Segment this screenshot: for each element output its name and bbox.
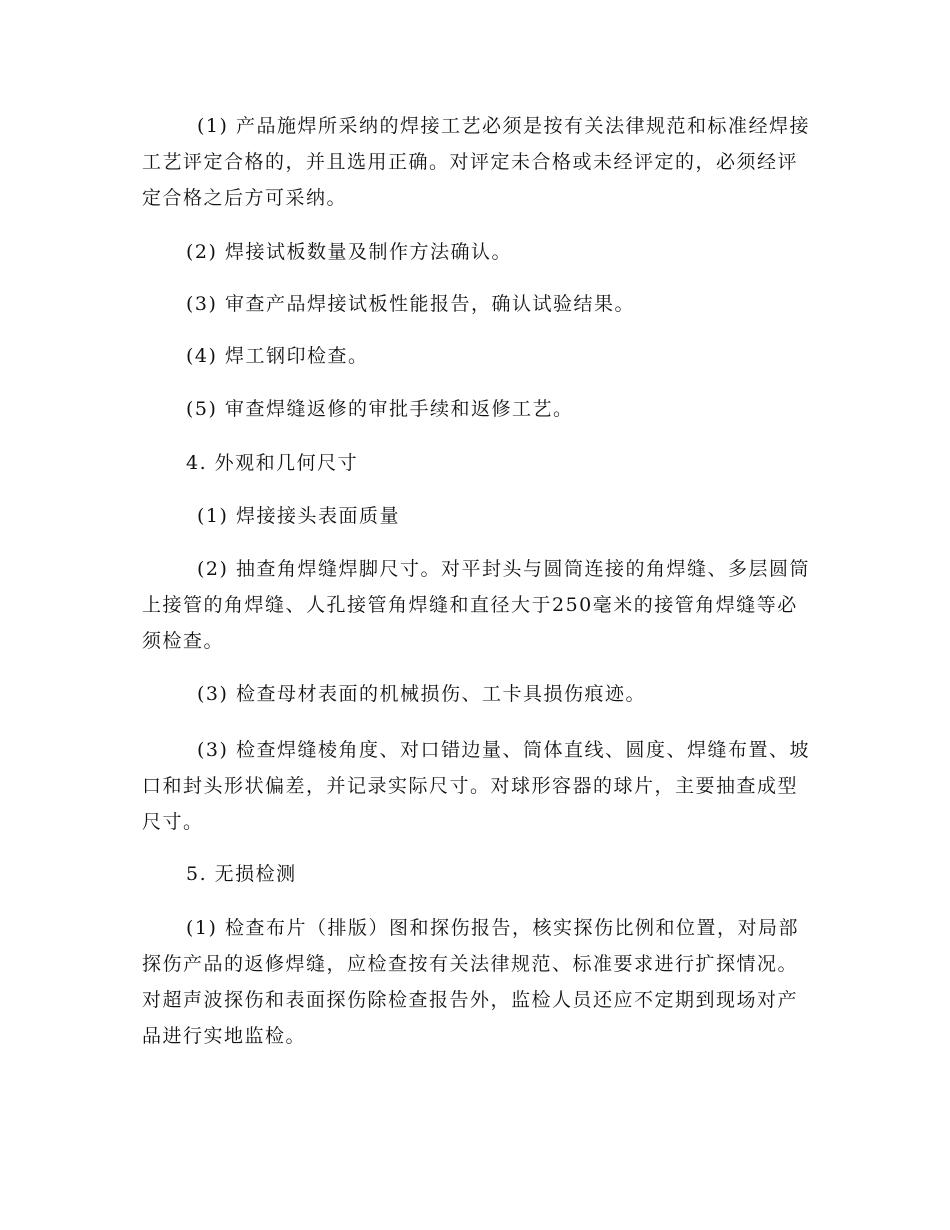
paragraph-6: (1) 焊接接头表面质量: [197, 505, 400, 527]
paragraph-5: (5) 审查焊缝返修的审批手续和返修工艺。: [186, 398, 574, 420]
paragraph-4: (4) 焊工钢印检查。: [186, 345, 369, 367]
paragraph-7: (2) 抽查角焊缝焊脚尺寸。对平封头与圆筒连接的角焊缝、多层圆筒上接管的角焊缝、人孔接管角焊缝和直径大于250毫米的接管角焊缝等必须检查。: [142, 558, 810, 652]
section-heading-5: 5. 无损检测: [186, 863, 297, 885]
paragraph-8: (3) 检查母材表面的机械损伤、工卡具损伤痕迹。: [197, 683, 646, 705]
paragraph-3: (3) 审查产品焊接试板性能报告，确认试验结果。: [186, 293, 635, 315]
paragraph-2: (2) 焊接试板数量及制作方法确认。: [186, 241, 512, 263]
section-heading-4: 4. 外观和几何尺寸: [186, 452, 359, 474]
paragraph-10: (1) 检查布片（排版）图和探伤报告，核实探伤比例和位置，对局部探伤产品的返修焊缝，应检查按有关法律规范、标准要求进行扩探情况。对超声波探伤和表面探伤除检查报告外，监检人员还应不定期到现场对产品进行实地监检。: [142, 917, 799, 1047]
paragraph-9: (3) 检查焊缝棱角度、对口错边量、筒体直线、圆度、焊缝布置、坡口和封头形状偏差，并记录实际尺寸。对球形容器的球片，主要抽查成型尺寸。: [142, 739, 810, 833]
paragraph-1: (1) 产品施焊所采纳的焊接工艺必须是按有关法律规范和标准经焊接工艺评定合格的，并且选用正确。对评定未合格或未经评定的，必须经评定合格之后方可采纳。: [142, 115, 810, 209]
